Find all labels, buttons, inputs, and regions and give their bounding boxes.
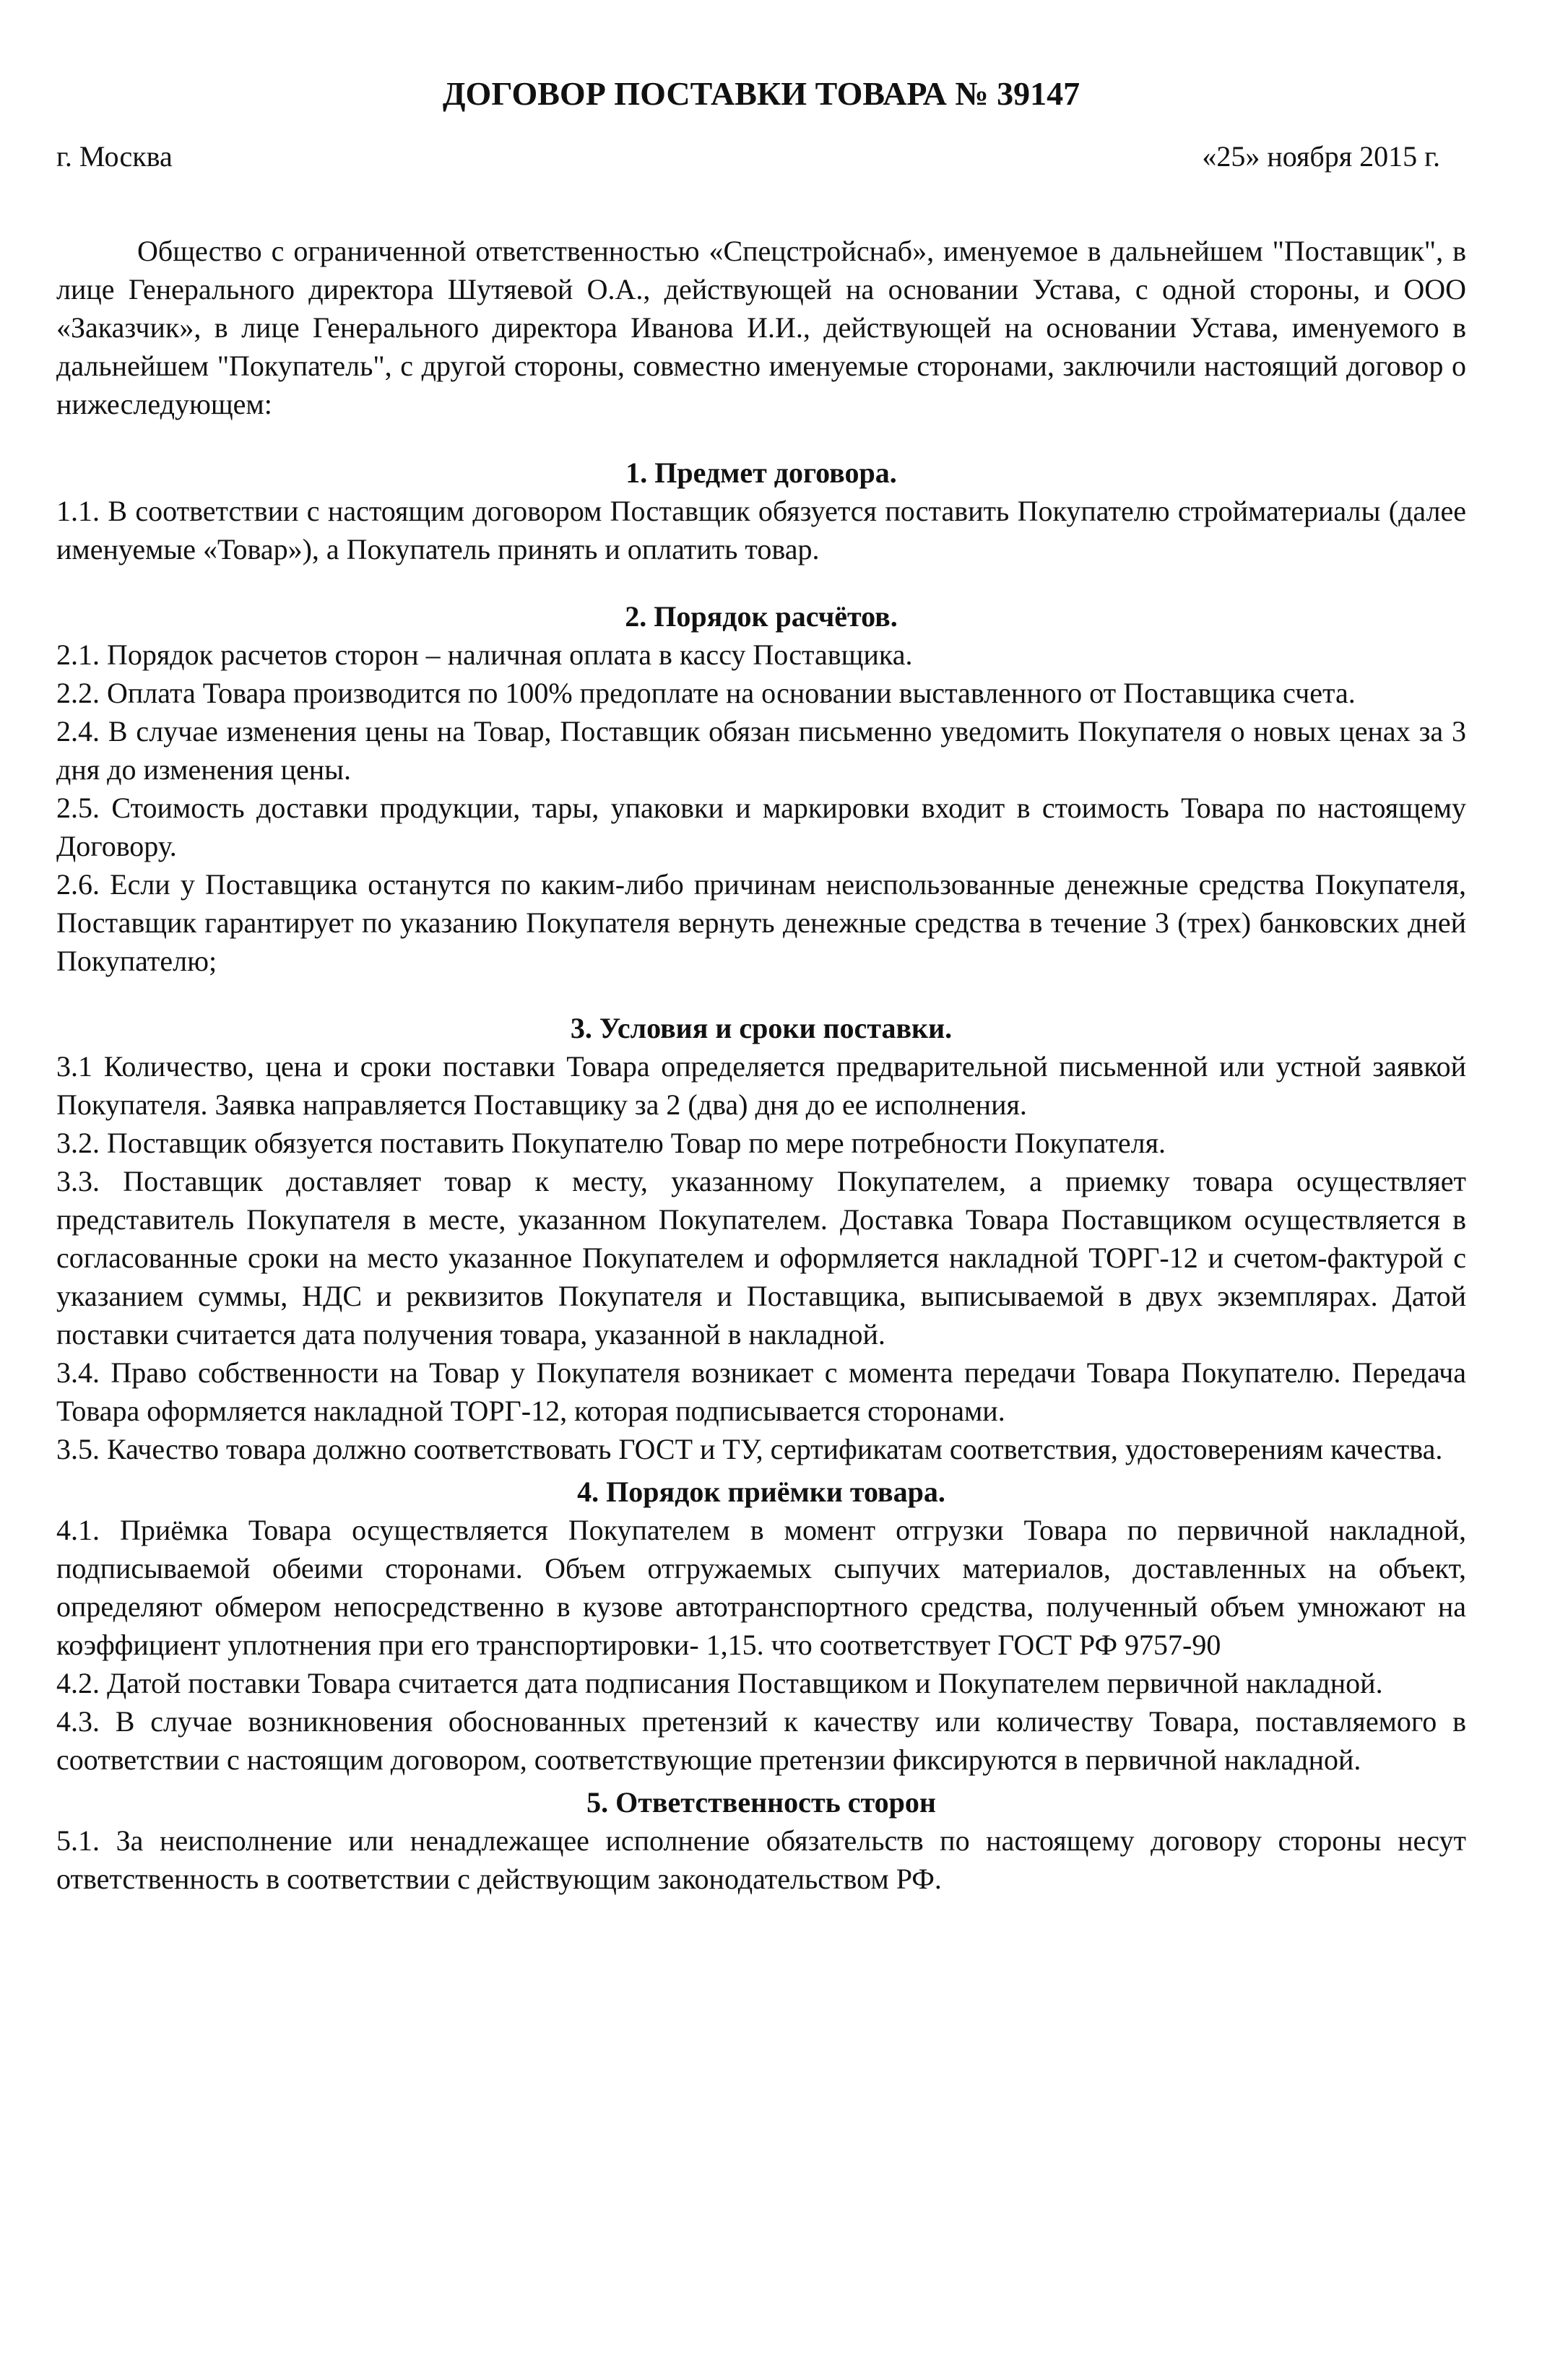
clause: 2.2. Оплата Товара производится по 100% предоплате на основании выставленного от Поставщика счета. bbox=[56, 677, 1356, 709]
section-1 bbox=[56, 454, 1466, 568]
city-date-line bbox=[56, 137, 1440, 176]
clause: 1.1. В соответствии с настоящим договором Поставщик обязуется поставить Покупателю стройматериалы (далее именуемые «Товар»), а Покупатель принять и оплатить товар. bbox=[56, 495, 1466, 566]
clause: 3.2. Поставщик обязуется поставить Покупателю Товар по мере потребности Покупателя. bbox=[56, 1127, 1166, 1159]
contract-date: «25» ноября 2015 г. bbox=[1202, 140, 1440, 173]
clause: 3.5. Качество товара должно соответствовать ГОСТ и ТУ, сертификатам соответствия, удостоверениям качества. bbox=[56, 1433, 1443, 1465]
clause: 5.1. За неисполнение или ненадлежащее исполнение обязательств по настоящему договору стороны несут ответственность в соответствии с действующим законодательством РФ. bbox=[56, 1824, 1466, 1895]
clause: 2.1. Порядок расчетов сторон – наличная оплата в кассу Поставщика. bbox=[56, 638, 913, 671]
section-heading: 2. Порядок расчётов. bbox=[625, 600, 898, 633]
clause: 3.3. Поставщик доставляет товар к месту, указанному Покупателем, а приемку товара осуществляет представитель Покупателя в месте, указанном Покупателем. Доставка Товара Поставщиком осуществляется в согласованные сроки на место указанное Покупателем и оформляется накладной ТОРГ-12 и счетом-фактурой с указанием суммы, НДС и реквизитов Покупателя и Поставщика, выписываемой в двух экземплярах. Датой поставки считается дата получения товара, указанной в накладной. bbox=[56, 1165, 1466, 1351]
clause: 3.4. Право собственности на Товар у Покупателя возникает с момента передачи Товара Покупателю. Передача Товара оформляется накладной ТОРГ-12, которая подписывается сторонами. bbox=[56, 1356, 1466, 1427]
clause: 2.6. Если у Поставщика останутся по каким-либо причинам неиспользованные денежные средства Покупателя, Поставщик гарантирует по указанию Покупателя вернуть денежные средства в течение 3 (трех) банковских дней Покупателю; bbox=[56, 868, 1466, 977]
clause: 2.5. Стоимость доставки продукции, тары, упаковки и маркировки входит в стоимость Товара по настоящему Договору. bbox=[56, 792, 1466, 862]
section-heading: 5. Ответственность сторон bbox=[586, 1786, 936, 1819]
section-5 bbox=[56, 1783, 1466, 1898]
section-2 bbox=[56, 597, 1466, 980]
city: г. Москва bbox=[56, 140, 173, 173]
section-4 bbox=[56, 1473, 1466, 1779]
clause: 4.2. Датой поставки Товара считается дата подписания Поставщиком и Покупателем первичной накладной. bbox=[56, 1667, 1383, 1699]
clause: 3.1 Количество, цена и сроки поставки Товара определяется предварительной письменной или устной заявкой Покупателя. Заявка направляется Поставщику за 2 (два) дня до ее исполнения. bbox=[56, 1050, 1466, 1121]
section-3 bbox=[56, 1009, 1466, 1468]
clause: 4.3. В случае возникновения обоснованных претензий к качеству или количеству Товара, поставляемого в соответствии с настоящим договором, соответствующие претензии фиксируются в первичной накладной. bbox=[56, 1705, 1466, 1776]
section-heading: 1. Предмет договора. bbox=[625, 456, 897, 489]
clause: 2.4. В случае изменения цены на Товар, Поставщик обязан письменно уведомить Покупателя о новых ценах за 3 дня до изменения цены. bbox=[56, 715, 1466, 786]
section-heading: 4. Порядок приёмки товара. bbox=[577, 1476, 945, 1508]
clause: 4.1. Приёмка Товара осуществляется Покупателем в момент отгрузки Товара по первичной накладной, подписываемой обеими сторонами. Объем отгружаемых сыпучих материалов, доставленных на объект, определяют обмером непосредственно в кузове автотранспортного средства, полученный объем умножают на коэффициент уплотнения при его транспортировки- 1,15. что соответствует ГОСТ РФ 9757-90 bbox=[56, 1514, 1466, 1661]
contract-page bbox=[56, 72, 1466, 1898]
section-heading: 3. Условия и сроки поставки. bbox=[570, 1012, 953, 1044]
document-title: ДОГОВОР ПОСТАВКИ ТОВАРА № 39147 bbox=[442, 75, 1080, 112]
preamble: Общество с ограниченной ответственностью «Спецстройснаб», именуемое в дальнейшем "Поставщик", в лице Генерального директора Шутяевой О.А., действующей на основании Устава, с одной стороны, и ООО «Заказчик», в лице Генерального директора Иванова И.И., действующей на основании Устава, именуемого в дальнейшем "Покупатель", с другой стороны, совместно именуемые сторонами, заключили настоящий договор о нижеследующем: bbox=[56, 235, 1466, 420]
